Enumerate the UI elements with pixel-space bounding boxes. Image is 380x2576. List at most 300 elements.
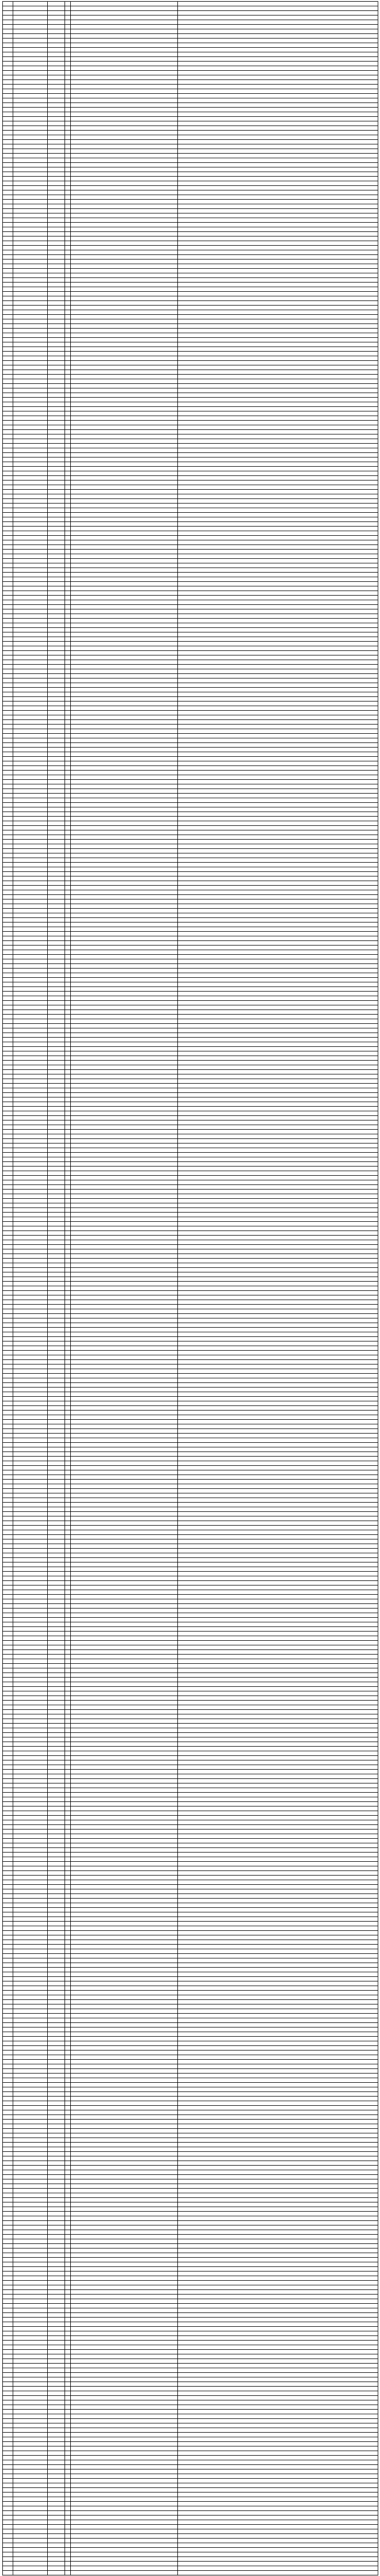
id-cell bbox=[13, 306, 48, 310]
sex-cell bbox=[65, 1641, 71, 1645]
name-cell bbox=[48, 149, 65, 154]
target-cell bbox=[178, 775, 378, 780]
table-row bbox=[3, 513, 378, 517]
id-cell bbox=[13, 835, 48, 840]
name-cell bbox=[48, 969, 65, 973]
seq-cell bbox=[3, 927, 13, 932]
seq-cell bbox=[3, 1972, 13, 1977]
sex-cell bbox=[65, 481, 71, 485]
name-cell bbox=[48, 356, 65, 361]
sex-cell bbox=[65, 1130, 71, 1134]
seq-cell bbox=[3, 1820, 13, 1825]
sex-cell bbox=[65, 2152, 71, 2156]
name-cell bbox=[48, 1130, 65, 1134]
target-cell bbox=[178, 2428, 378, 2433]
school-cell bbox=[71, 743, 178, 748]
name-cell bbox=[48, 1853, 65, 1857]
school-cell bbox=[71, 766, 178, 771]
id-cell bbox=[13, 2216, 48, 2221]
name-cell bbox=[48, 1535, 65, 1539]
school-cell bbox=[71, 2272, 178, 2276]
target-cell bbox=[178, 2488, 378, 2493]
sex-cell bbox=[65, 1332, 71, 1337]
target-cell bbox=[178, 204, 378, 209]
school-cell bbox=[71, 2028, 178, 2032]
name-cell bbox=[48, 2488, 65, 2493]
id-cell bbox=[13, 1130, 48, 1134]
table-row bbox=[3, 2290, 378, 2295]
id-cell bbox=[13, 900, 48, 904]
target-cell bbox=[178, 582, 378, 586]
target-cell bbox=[178, 2423, 378, 2428]
target-cell bbox=[178, 310, 378, 315]
target-cell bbox=[178, 1857, 378, 1862]
table-row bbox=[3, 416, 378, 421]
table-row bbox=[3, 600, 378, 605]
table-row bbox=[3, 1042, 378, 1047]
table-row bbox=[3, 1167, 378, 1171]
school-cell bbox=[71, 798, 178, 803]
sex-cell bbox=[65, 780, 71, 784]
school-cell bbox=[71, 536, 178, 540]
name-cell bbox=[48, 1369, 65, 1374]
id-cell bbox=[13, 1263, 48, 1268]
id-cell bbox=[13, 209, 48, 214]
name-cell bbox=[48, 214, 65, 218]
target-cell bbox=[178, 2041, 378, 2046]
sex-cell bbox=[65, 108, 71, 112]
id-cell bbox=[13, 2005, 48, 2009]
sex-cell bbox=[65, 1880, 71, 1885]
id-cell bbox=[13, 2525, 48, 2529]
name-cell bbox=[48, 66, 65, 71]
id-cell bbox=[13, 204, 48, 209]
table-row bbox=[3, 2267, 378, 2272]
table-row bbox=[3, 347, 378, 352]
seq-cell bbox=[3, 255, 13, 260]
name-cell bbox=[48, 218, 65, 223]
school-cell bbox=[71, 918, 178, 923]
id-cell bbox=[13, 2041, 48, 2046]
seq-cell bbox=[3, 2354, 13, 2359]
school-cell bbox=[71, 725, 178, 729]
name-cell bbox=[48, 1655, 65, 1659]
seq-cell bbox=[3, 1622, 13, 1627]
school-cell bbox=[71, 342, 178, 347]
target-cell bbox=[178, 1346, 378, 1351]
id-cell bbox=[13, 2129, 48, 2133]
seq-cell bbox=[3, 1309, 13, 1314]
target-cell bbox=[178, 499, 378, 504]
id-cell bbox=[13, 2318, 48, 2322]
name-cell bbox=[48, 1392, 65, 1397]
seq-cell bbox=[3, 1180, 13, 1185]
target-cell bbox=[178, 798, 378, 803]
id-cell bbox=[13, 830, 48, 835]
id-cell bbox=[13, 1599, 48, 1604]
seq-cell bbox=[3, 16, 13, 20]
table-row bbox=[3, 1332, 378, 1337]
target-cell bbox=[178, 75, 378, 80]
sex-cell bbox=[65, 2129, 71, 2133]
id-cell bbox=[13, 1434, 48, 1438]
name-cell bbox=[48, 923, 65, 927]
id-cell bbox=[13, 1668, 48, 1673]
name-cell bbox=[48, 1213, 65, 1217]
sex-cell bbox=[65, 52, 71, 57]
table-row bbox=[3, 2479, 378, 2483]
id-cell bbox=[13, 1259, 48, 1263]
school-cell bbox=[71, 1816, 178, 1820]
table-row bbox=[3, 2308, 378, 2313]
name-cell bbox=[48, 642, 65, 646]
name-cell bbox=[48, 398, 65, 402]
name-cell bbox=[48, 329, 65, 333]
school-cell bbox=[71, 2078, 178, 2083]
name-cell bbox=[48, 269, 65, 273]
seq-cell bbox=[3, 2037, 13, 2041]
name-cell bbox=[48, 2387, 65, 2391]
target-cell bbox=[178, 2244, 378, 2249]
seq-cell bbox=[3, 2410, 13, 2414]
target-cell bbox=[178, 1061, 378, 1065]
target-cell bbox=[178, 688, 378, 692]
school-cell bbox=[71, 1926, 178, 1931]
target-cell bbox=[178, 154, 378, 158]
name-cell bbox=[48, 2571, 65, 2575]
id-cell bbox=[13, 812, 48, 817]
table-row bbox=[3, 803, 378, 807]
name-cell bbox=[48, 1802, 65, 1807]
school-cell bbox=[71, 2354, 178, 2359]
table-row bbox=[3, 2548, 378, 2552]
sex-cell bbox=[65, 1397, 71, 1401]
seq-cell bbox=[3, 273, 13, 278]
school-cell bbox=[71, 1047, 178, 1051]
seq-cell bbox=[3, 1019, 13, 1024]
target-cell bbox=[178, 1493, 378, 1498]
table-row bbox=[3, 1935, 378, 1940]
school-cell bbox=[71, 1595, 178, 1599]
name-cell bbox=[48, 1691, 65, 1696]
school-cell bbox=[71, 1222, 178, 1226]
id-cell bbox=[13, 2249, 48, 2253]
target-cell bbox=[178, 2497, 378, 2502]
table-row bbox=[3, 1038, 378, 1042]
school-cell bbox=[71, 1415, 178, 1420]
sex-cell bbox=[65, 80, 71, 85]
seq-cell bbox=[3, 1098, 13, 1102]
table-row bbox=[3, 172, 378, 177]
seq-cell bbox=[3, 20, 13, 25]
name-cell bbox=[48, 1314, 65, 1319]
seq-cell bbox=[3, 554, 13, 559]
target-cell bbox=[178, 1977, 378, 1981]
table-row bbox=[3, 1733, 378, 1737]
table-row bbox=[3, 43, 378, 48]
sex-cell bbox=[65, 1995, 71, 2000]
seq-cell bbox=[3, 2083, 13, 2087]
seq-cell bbox=[3, 867, 13, 872]
seq-cell bbox=[3, 218, 13, 223]
school-cell bbox=[71, 1968, 178, 1972]
seq-cell bbox=[3, 1107, 13, 1111]
name-cell bbox=[48, 2156, 65, 2161]
name-cell bbox=[48, 237, 65, 241]
table-row bbox=[3, 2018, 378, 2023]
name-cell bbox=[48, 536, 65, 540]
id-cell bbox=[13, 1866, 48, 1871]
school-cell bbox=[71, 2290, 178, 2295]
seq-cell bbox=[3, 177, 13, 181]
target-cell bbox=[178, 563, 378, 568]
id-cell bbox=[13, 1751, 48, 1756]
id-cell bbox=[13, 1521, 48, 1526]
target-cell bbox=[178, 342, 378, 347]
target-cell bbox=[178, 411, 378, 416]
school-cell bbox=[71, 2299, 178, 2304]
table-row bbox=[3, 1751, 378, 1756]
table-row bbox=[3, 665, 378, 669]
id-cell bbox=[13, 803, 48, 807]
id-cell bbox=[13, 1190, 48, 1194]
id-cell bbox=[13, 347, 48, 352]
id-cell bbox=[13, 1277, 48, 1282]
sex-cell bbox=[65, 1415, 71, 1420]
target-cell bbox=[178, 2506, 378, 2511]
name-cell bbox=[48, 711, 65, 715]
target-cell bbox=[178, 421, 378, 425]
sex-cell bbox=[65, 1185, 71, 1190]
target-cell bbox=[178, 909, 378, 913]
table-row bbox=[3, 2249, 378, 2253]
name-cell bbox=[48, 1563, 65, 1567]
target-cell bbox=[178, 1056, 378, 1061]
name-cell bbox=[48, 2244, 65, 2249]
seq-cell bbox=[3, 2488, 13, 2493]
table-row bbox=[3, 1991, 378, 1995]
id-cell bbox=[13, 2110, 48, 2115]
school-cell bbox=[71, 499, 178, 504]
target-cell bbox=[178, 895, 378, 900]
table-row bbox=[3, 1369, 378, 1374]
seq-cell bbox=[3, 1222, 13, 1226]
seq-cell bbox=[3, 1457, 13, 1461]
table-row bbox=[3, 1434, 378, 1438]
school-cell bbox=[71, 1236, 178, 1240]
sex-cell bbox=[65, 2018, 71, 2023]
target-cell bbox=[178, 1899, 378, 1903]
sex-cell bbox=[65, 2345, 71, 2350]
name-cell bbox=[48, 75, 65, 80]
id-cell bbox=[13, 1305, 48, 1309]
seq-cell bbox=[3, 1696, 13, 1701]
name-cell bbox=[48, 1475, 65, 1480]
name-cell bbox=[48, 2313, 65, 2318]
name-cell bbox=[48, 439, 65, 444]
table-row bbox=[3, 2414, 378, 2419]
target-cell bbox=[178, 2249, 378, 2253]
table-row bbox=[3, 1171, 378, 1176]
name-cell bbox=[48, 2147, 65, 2152]
school-cell bbox=[71, 453, 178, 458]
id-cell bbox=[13, 1876, 48, 1880]
seq-cell bbox=[3, 2110, 13, 2115]
name-cell bbox=[48, 900, 65, 904]
table-row bbox=[3, 1945, 378, 1949]
school-cell bbox=[71, 1346, 178, 1351]
school-cell bbox=[71, 246, 178, 250]
name-cell bbox=[48, 2051, 65, 2055]
id-cell bbox=[13, 356, 48, 361]
target-cell bbox=[178, 1397, 378, 1401]
id-cell bbox=[13, 370, 48, 375]
name-cell bbox=[48, 255, 65, 260]
sex-cell bbox=[65, 2382, 71, 2387]
id-cell bbox=[13, 149, 48, 154]
seq-cell bbox=[3, 1954, 13, 1958]
school-cell bbox=[71, 1839, 178, 1843]
table-row bbox=[3, 1498, 378, 1503]
name-cell bbox=[48, 1111, 65, 1116]
table-row bbox=[3, 531, 378, 536]
id-cell bbox=[13, 1940, 48, 1945]
sex-cell bbox=[65, 2166, 71, 2170]
school-cell bbox=[71, 71, 178, 75]
name-cell bbox=[48, 2552, 65, 2557]
name-cell bbox=[48, 1125, 65, 1130]
target-cell bbox=[178, 1595, 378, 1599]
target-cell bbox=[178, 1088, 378, 1093]
name-cell bbox=[48, 1249, 65, 1254]
target-cell bbox=[178, 2120, 378, 2124]
school-cell bbox=[71, 402, 178, 407]
seq-cell bbox=[3, 1268, 13, 1272]
sex-cell bbox=[65, 1447, 71, 1452]
sex-cell bbox=[65, 1922, 71, 1926]
name-cell bbox=[48, 1931, 65, 1935]
seq-cell bbox=[3, 2055, 13, 2060]
name-cell bbox=[48, 172, 65, 177]
name-cell bbox=[48, 2295, 65, 2299]
school-cell bbox=[71, 1940, 178, 1945]
school-cell bbox=[71, 1167, 178, 1171]
sex-cell bbox=[65, 1093, 71, 1098]
id-cell bbox=[13, 1774, 48, 1779]
table-row bbox=[3, 619, 378, 623]
school-cell bbox=[71, 448, 178, 453]
target-cell bbox=[178, 2124, 378, 2129]
table-row bbox=[3, 485, 378, 490]
id-cell bbox=[13, 1125, 48, 1130]
target-cell bbox=[178, 1512, 378, 1516]
school-cell bbox=[71, 1576, 178, 1581]
target-cell bbox=[178, 1807, 378, 1811]
school-cell bbox=[71, 2456, 178, 2460]
seq-cell bbox=[3, 1074, 13, 1079]
table-row bbox=[3, 1958, 378, 1963]
seq-cell bbox=[3, 2520, 13, 2525]
target-cell bbox=[178, 1102, 378, 1107]
school-cell bbox=[71, 1328, 178, 1332]
school-cell bbox=[71, 163, 178, 167]
seq-cell bbox=[3, 2253, 13, 2258]
target-cell bbox=[178, 16, 378, 20]
target-cell bbox=[178, 600, 378, 605]
sex-cell bbox=[65, 2005, 71, 2009]
seq-cell bbox=[3, 1498, 13, 1503]
table-row bbox=[3, 877, 378, 881]
school-cell bbox=[71, 2060, 178, 2064]
name-cell bbox=[48, 71, 65, 75]
target-cell bbox=[178, 471, 378, 476]
table-row bbox=[3, 688, 378, 692]
id-cell bbox=[13, 2074, 48, 2078]
table-row bbox=[3, 706, 378, 711]
name-cell bbox=[48, 2322, 65, 2327]
school-cell bbox=[71, 2083, 178, 2087]
table-row bbox=[3, 227, 378, 232]
id-cell bbox=[13, 2115, 48, 2120]
id-cell bbox=[13, 131, 48, 135]
sex-cell bbox=[65, 1038, 71, 1042]
seq-cell bbox=[3, 1807, 13, 1811]
table-row bbox=[3, 2161, 378, 2166]
target-cell bbox=[178, 1424, 378, 1429]
seq-cell bbox=[3, 2331, 13, 2336]
id-cell bbox=[13, 1171, 48, 1176]
target-cell bbox=[178, 2115, 378, 2120]
sex-cell bbox=[65, 1203, 71, 1208]
school-cell bbox=[71, 103, 178, 108]
sex-cell bbox=[65, 1659, 71, 1664]
id-cell bbox=[13, 2189, 48, 2193]
id-cell bbox=[13, 237, 48, 241]
target-cell bbox=[178, 784, 378, 789]
id-cell bbox=[13, 1424, 48, 1429]
table-row bbox=[3, 2419, 378, 2423]
name-cell bbox=[48, 2396, 65, 2400]
seq-cell bbox=[3, 656, 13, 660]
sex-cell bbox=[65, 582, 71, 586]
seq-cell bbox=[3, 1981, 13, 1986]
id-cell bbox=[13, 1765, 48, 1770]
name-cell bbox=[48, 1940, 65, 1945]
name-cell bbox=[48, 1074, 65, 1079]
id-cell bbox=[13, 798, 48, 803]
sex-cell bbox=[65, 729, 71, 734]
target-cell bbox=[178, 1719, 378, 1724]
target-cell bbox=[178, 1028, 378, 1033]
table-row bbox=[3, 29, 378, 34]
seq-cell bbox=[3, 1853, 13, 1857]
sex-cell bbox=[65, 1121, 71, 1125]
target-cell bbox=[178, 513, 378, 517]
school-cell bbox=[71, 2097, 178, 2101]
seq-cell bbox=[3, 1659, 13, 1664]
sex-cell bbox=[65, 734, 71, 738]
id-cell bbox=[13, 2179, 48, 2184]
id-cell bbox=[13, 140, 48, 144]
table-row bbox=[3, 632, 378, 637]
school-cell bbox=[71, 1134, 178, 1139]
seq-cell bbox=[3, 1903, 13, 1908]
table-row bbox=[3, 573, 378, 577]
seq-cell bbox=[3, 674, 13, 679]
target-cell bbox=[178, 2230, 378, 2235]
sex-cell bbox=[65, 1259, 71, 1263]
target-cell bbox=[178, 817, 378, 821]
